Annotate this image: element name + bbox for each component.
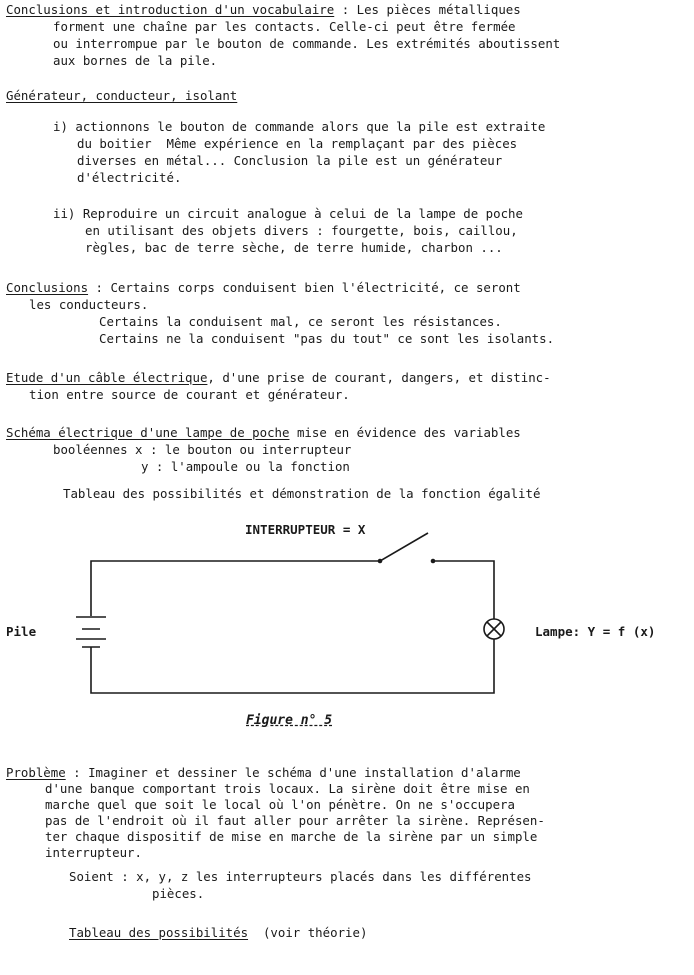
- sec5-heading: Schéma électrique d'une lampe de poche: [6, 425, 290, 440]
- sec5-tableau: Tableau des possibilités et démonstration de la fonction égalité: [63, 486, 541, 501]
- figure-caption: Figure n° 5: [246, 713, 333, 728]
- switch-label: INTERRUPTEUR = X: [245, 522, 366, 537]
- sec6-line-3: marche quel que soit le local où l'on pénètre. On ne s'occupera: [45, 797, 515, 812]
- sec6-pieces: pièces.: [152, 886, 205, 901]
- sec6-soient: Soient : x, y, z les interrupteurs placés dans les différentes: [69, 869, 532, 884]
- sec6-line-4: pas de l'endroit où il faut aller pour arrêter la sirène. Représen-: [45, 813, 545, 828]
- sec2-heading: Générateur, conducteur, isolant: [6, 88, 238, 103]
- sec1-line-2: forment une chaîne par les contacts. Celle-ci peut être fermée: [53, 19, 516, 34]
- sec3-line-2: les conducteurs.: [29, 297, 149, 312]
- circuit-diagram: [0, 518, 694, 718]
- sec6-tableau-heading: Tableau des possibilités: [69, 925, 249, 940]
- sec6-line-1: [6, 765, 521, 781]
- sec6-line-6: interrupteur.: [45, 845, 142, 860]
- switch-contact-left: [378, 559, 383, 564]
- sec3-heading: Conclusions: [6, 280, 89, 295]
- sec6-tableau-line: [69, 925, 367, 941]
- sec4-heading: Etude d'un câble électrique: [6, 370, 208, 385]
- sec3-line-4: Certains ne la conduisent "pas du tout" ce sont les isolants.: [99, 331, 555, 346]
- sec4-line-1: [6, 370, 551, 386]
- wire-bottom: [91, 639, 494, 693]
- pile-label: Pile: [6, 624, 37, 639]
- sec6-heading: Problème: [6, 765, 66, 780]
- sec5-line-1: [6, 425, 521, 441]
- sec3-after: : Certains corps conduisent bien l'électricité, ce seront: [88, 280, 521, 295]
- sec2-ii-line-2: en utilisant des objets divers : fourgette, bois, caillou,: [85, 223, 518, 238]
- sec2-ii-line-1: ii) Reproduire un circuit analogue à celui de la lampe de poche: [53, 206, 523, 221]
- switch-blade: [380, 533, 428, 561]
- sec6-line-5: ter chaque dispositif de mise en marche de la sirène par un simple: [45, 829, 538, 844]
- sec1-heading: Conclusions et introduction d'un vocabulaire: [6, 2, 335, 17]
- sec2-i-line-1: i) actionnons le bouton de commande alors que la pile est extraite: [53, 119, 546, 134]
- sec3-line-3: Certains la conduisent mal, ce seront les résistances.: [99, 314, 502, 329]
- sec4-line-2: tion entre source de courant et générateur.: [29, 387, 350, 402]
- sec2-i-line-2: du boitier Même expérience en la remplaçant par des pièces: [77, 136, 518, 151]
- sec6-line-2: d'une banque comportant trois locaux. La sirène doit être mise en: [45, 781, 530, 796]
- sec5-line-3: y : l'ampoule ou la fonction: [141, 459, 350, 474]
- sec5-line-2: booléennes x : le bouton ou interrupteur: [53, 442, 352, 457]
- lamp-label: Lampe: Y = f (x): [535, 624, 656, 639]
- sec1-line-4: aux bornes de la pile.: [53, 53, 218, 68]
- switch-contact-right: [431, 559, 436, 564]
- sec2-i-line-4: d'électricité.: [77, 170, 182, 185]
- wire-top-right: [433, 561, 494, 619]
- sec2-i-line-3: diverses en métal... Conclusion la pile est un générateur: [77, 153, 503, 168]
- sec6-tableau-after: (voir théorie): [248, 925, 368, 940]
- sec1-after: : Les pièces métalliques: [334, 2, 521, 17]
- sec6-after: : Imaginer et dessiner le schéma d'une installation d'alarme: [65, 765, 521, 780]
- sec2-ii-line-3: règles, bac de terre sèche, de terre humide, charbon ...: [85, 240, 503, 255]
- sec4-after: , d'une prise de courant, dangers, et distinc-: [207, 370, 551, 385]
- sec5-after: mise en évidence des variables: [289, 425, 521, 440]
- wire-top-left: [91, 561, 380, 616]
- sec3-line-1: [6, 280, 521, 296]
- sec1-line-1: [6, 2, 521, 18]
- sec1-line-3: ou interrompue par le bouton de commande. Les extrémités aboutissent: [53, 36, 561, 51]
